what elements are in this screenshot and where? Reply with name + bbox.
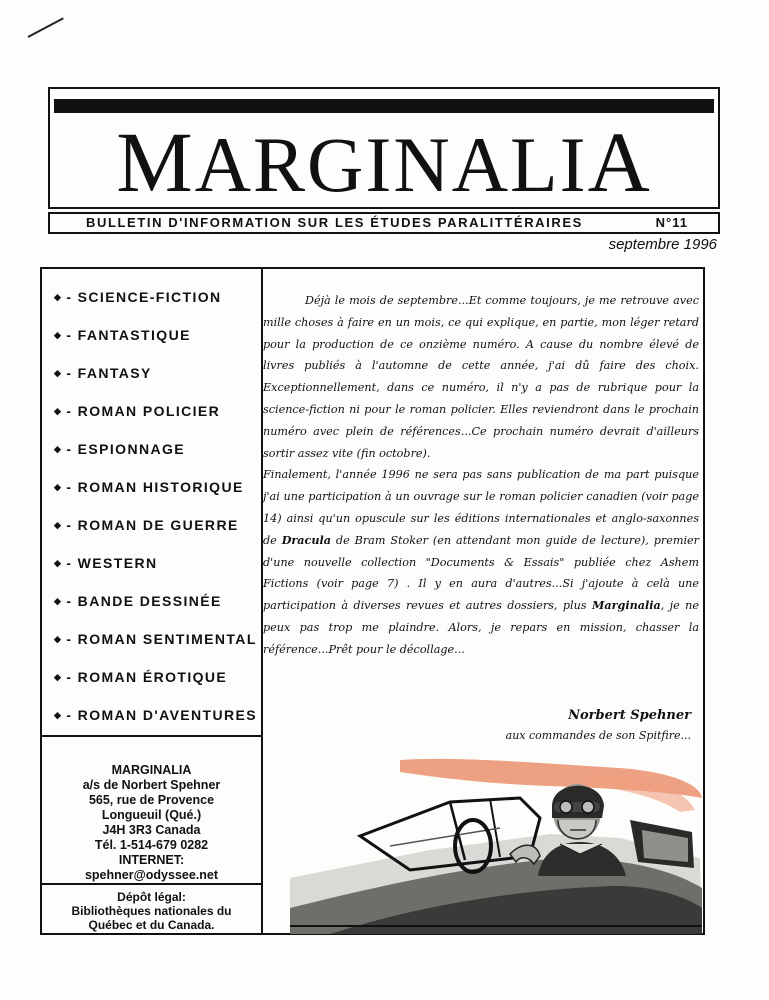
genre-label: - FANTASTIQUE	[66, 327, 191, 343]
editorial-paragraph-1: Déjà le mois de septembre...Et comme toujours, je me retrouve avec mille choses à faire en un mois, ce qui explique, en partie, mon léger retard pour la production de ce onzième numéro. A cause du nombre élevé de livres publiés à l'automne de cette année, j'ai dû faire des choix. Exceptionnellement, dans ce numéro, il n'y a pas de rubrique pour la science-fiction ni pour le roman policier. Elles reviendront dans le prochain numéro avec plein de références...Ce prochain numéro devrait d'ailleurs sortir assez vite (fin octobre).	[263, 294, 699, 460]
editorial-paragraph-2: Finalement, l'année 1996 ne sera pas sans publication de ma part puisque j'ai une participation à un ouvrage sur le roman policier canadien (voir page 14) ainsi qu'un opuscule sur les éditions internationales et anglo-saxonnes de Dracula de Bram Stoker (en attendant mon guide de lecture), premier d'une nouvelle collection "Documents & Essais" publiée chez Ashem Fictions (voir page 7) . Il y en aura d'autres...Si j'ajoute à celà une participation à diverses revues et autres dossiers, plus Marginalia, je ne peux pas trop me plaindre. Alors, je repars en mission, chasser la référence...Prêt pour le décollage...	[263, 468, 699, 656]
genre-item	[54, 517, 257, 555]
issue-number: N°11	[655, 215, 688, 230]
address-city: Longueuil (Qué.)	[101, 808, 202, 822]
diamond-bullet-icon: ◆	[54, 634, 63, 644]
page-title: MARGINALIA	[116, 114, 652, 210]
diamond-bullet-icon: ◆	[54, 672, 63, 682]
genre-item	[54, 555, 257, 593]
editorial-text	[263, 290, 699, 742]
signature-name: Norbert Spehner	[568, 708, 691, 723]
genre-label: - SCIENCE-FICTION	[66, 289, 222, 305]
depot-line-2: Bibliothèques nationales du	[71, 904, 232, 918]
depot-line-1: Dépôt légal:	[117, 890, 186, 904]
genre-item	[54, 593, 257, 631]
diamond-bullet-icon: ◆	[54, 444, 63, 454]
genre-label: - BANDE DESSINÉE	[66, 593, 222, 609]
address-internet-label: INTERNET:	[118, 853, 185, 867]
genre-item	[54, 631, 257, 669]
pen-mark	[28, 17, 64, 38]
genre-label: - ROMAN POLICIER	[66, 403, 221, 419]
genre-item	[54, 365, 257, 403]
masthead-bar	[54, 99, 714, 113]
issue-date: septembre 1996	[608, 236, 717, 253]
bulletin-subtitle-box	[48, 212, 720, 234]
genre-label: - ROMAN DE GUERRE	[66, 517, 239, 533]
genre-list	[54, 289, 257, 745]
address-postal: J4H 3R3 Canada	[102, 823, 201, 837]
spitfire-pilot-illustration	[290, 758, 705, 934]
diamond-bullet-icon: ◆	[54, 482, 63, 492]
depot-line-3: Québec et du Canada.	[88, 918, 215, 932]
genre-item	[54, 669, 257, 707]
genre-label: - WESTERN	[66, 555, 158, 571]
diamond-bullet-icon: ◆	[54, 406, 63, 416]
genre-label: - ROMAN HISTORIQUE	[66, 479, 244, 495]
diamond-bullet-icon: ◆	[54, 368, 63, 378]
bulletin-subtitle: BULLETIN D'INFORMATION SUR LES ÉTUDES PARALITTÉRAIRES	[86, 215, 583, 230]
marginalia-title: Marginalia	[591, 598, 661, 613]
genre-label: - ROMAN D'AVENTURES	[66, 707, 257, 723]
diamond-bullet-icon: ◆	[54, 330, 63, 340]
genre-item	[54, 441, 257, 479]
diamond-bullet-icon: ◆	[54, 596, 63, 606]
diamond-bullet-icon: ◆	[54, 710, 63, 720]
dracula-title: Dracula	[281, 532, 331, 547]
genre-label: - ROMAN SENTIMENTAL	[66, 631, 257, 647]
legal-deposit	[42, 883, 261, 935]
genre-label: - ESPIONNAGE	[66, 441, 186, 457]
diamond-bullet-icon: ◆	[54, 558, 63, 568]
signature	[506, 708, 691, 742]
signature-role: aux commandes de son Spitfire...	[505, 729, 691, 742]
masthead	[48, 87, 720, 209]
diamond-bullet-icon: ◆	[54, 520, 63, 530]
genre-item	[54, 327, 257, 365]
genre-item	[54, 289, 257, 327]
address-email: spehner@odyssee.net	[84, 868, 219, 882]
address-block	[42, 735, 261, 883]
address-name: MARGINALIA	[111, 763, 192, 777]
sidebar	[42, 269, 263, 933]
genre-item	[54, 403, 257, 441]
address-street: 565, rue de Provence	[88, 793, 215, 807]
address-phone: Tél. 1-514-679 0282	[94, 838, 209, 852]
genre-item	[54, 479, 257, 517]
diamond-bullet-icon: ◆	[54, 292, 63, 302]
address-care-of: a/s de Norbert Spehner	[82, 778, 221, 792]
genre-label: - FANTASY	[66, 365, 152, 381]
genre-label: - ROMAN ÉROTIQUE	[66, 669, 228, 685]
